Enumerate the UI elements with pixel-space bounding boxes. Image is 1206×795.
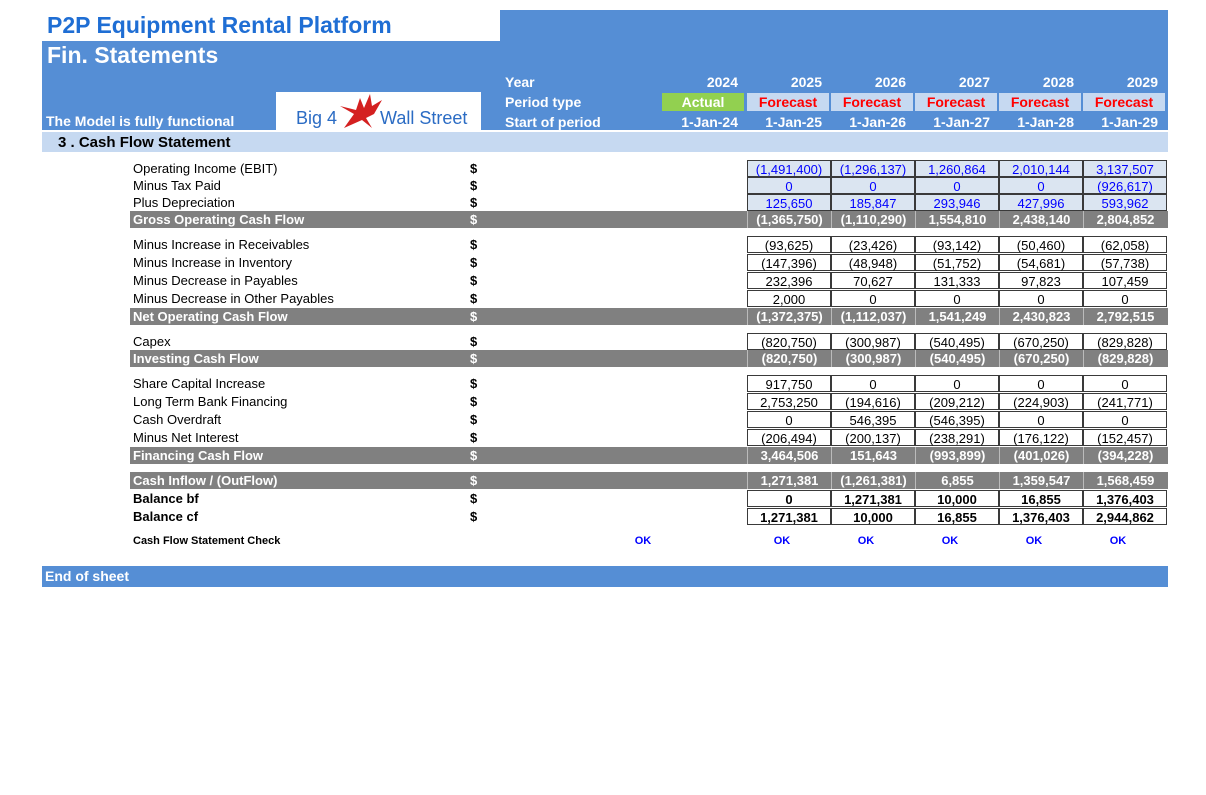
check-ok: OK [773, 535, 791, 547]
value-cell: 1,541,249 [915, 308, 999, 325]
value-cell: (62,058) [1083, 236, 1167, 253]
value-cell: 2,753,250 [747, 393, 831, 410]
page-title: P2P Equipment Rental Platform [47, 12, 392, 38]
section-title: 3 . Cash Flow Statement [58, 134, 231, 151]
value-cell: 2,438,140 [999, 211, 1083, 228]
row-label: Cash Overdraft [133, 412, 222, 427]
year-cell: 2025 [790, 74, 822, 90]
value-cell: 107,459 [1083, 272, 1167, 289]
value-cell: 0 [999, 290, 1083, 307]
value-cell: 1,554,810 [915, 211, 999, 228]
row-label: Financing Cash Flow [133, 448, 264, 463]
value-cell: 3,464,506 [747, 447, 831, 464]
row-label: Cash Inflow / (OutFlow) [133, 473, 278, 488]
row-label: Minus Decrease in Other Payables [133, 291, 334, 306]
value-cell: (926,617) [1083, 177, 1167, 194]
value-cell: 0 [999, 375, 1083, 392]
currency-symbol: $ [470, 491, 478, 506]
value-cell: (1,365,750) [747, 211, 831, 228]
check-label: Cash Flow Statement Check [133, 535, 281, 547]
value-cell: (51,752) [915, 254, 999, 271]
value-cell: (1,296,137) [831, 160, 915, 177]
value-cell: 16,855 [915, 508, 999, 525]
row-label: Investing Cash Flow [133, 351, 259, 366]
value-cell: (1,110,290) [831, 211, 915, 228]
value-cell: 1,260,864 [915, 160, 999, 177]
period-type-forecast: Forecast [915, 93, 997, 111]
value-cell: (546,395) [915, 411, 999, 428]
value-cell: 293,946 [915, 194, 999, 211]
value-cell: (200,137) [831, 429, 915, 446]
currency-symbol: $ [470, 255, 478, 270]
value-cell: 0 [831, 290, 915, 307]
check-ok: OK [941, 535, 959, 547]
logo [276, 92, 481, 130]
value-cell: (670,250) [999, 333, 1083, 350]
currency-symbol: $ [470, 412, 478, 427]
value-cell: (820,750) [747, 350, 831, 367]
functional-note: The Model is fully functional [46, 113, 235, 129]
currency-symbol: $ [470, 291, 478, 306]
currency-symbol: $ [470, 195, 478, 210]
value-cell: 1,271,381 [747, 472, 831, 489]
value-cell: (829,828) [1083, 350, 1167, 367]
value-cell: (206,494) [747, 429, 831, 446]
check-ok: OK [1025, 535, 1043, 547]
currency-symbol: $ [470, 273, 478, 288]
value-cell: 125,650 [747, 194, 831, 211]
period-type-actual: Actual [662, 93, 744, 111]
currency-symbol: $ [470, 473, 478, 488]
value-cell: 0 [747, 177, 831, 194]
currency-symbol: $ [470, 178, 478, 193]
value-cell: 917,750 [747, 375, 831, 392]
value-cell: 1,376,403 [1083, 490, 1167, 507]
logo-text-left: Big 4 [296, 108, 338, 128]
value-cell: 232,396 [747, 272, 831, 289]
value-cell: 0 [747, 411, 831, 428]
row-label: Minus Decrease in Payables [133, 273, 298, 288]
value-cell: (1,261,381) [831, 472, 915, 489]
value-cell: (209,212) [915, 393, 999, 410]
value-cell: 0 [915, 375, 999, 392]
start-date-cell: 1-Jan-29 [1101, 114, 1158, 130]
year-label: Year [505, 74, 535, 90]
value-cell: (57,738) [1083, 254, 1167, 271]
value-cell: 2,804,852 [1083, 211, 1167, 228]
value-cell: 0 [1083, 375, 1167, 392]
currency-symbol: $ [470, 309, 478, 324]
value-cell: 593,962 [1083, 194, 1167, 211]
check-ok: OK [634, 535, 652, 547]
value-cell: 546,395 [831, 411, 915, 428]
row-label: Minus Tax Paid [133, 178, 221, 193]
value-cell: (93,142) [915, 236, 999, 253]
value-cell: 10,000 [831, 508, 915, 525]
value-cell: 0 [1083, 290, 1167, 307]
period-type-label: Period type [505, 94, 582, 110]
value-cell: 0 [915, 290, 999, 307]
check-ok: OK [1109, 535, 1127, 547]
end-bar [42, 566, 1168, 587]
value-cell: (394,228) [1083, 447, 1167, 464]
value-cell: 2,944,862 [1083, 508, 1167, 525]
value-cell: (48,948) [831, 254, 915, 271]
currency-symbol: $ [470, 394, 478, 409]
row-label: Net Operating Cash Flow [133, 309, 288, 324]
value-cell: (224,903) [999, 393, 1083, 410]
row-label: Balance cf [133, 509, 199, 524]
currency-symbol: $ [470, 212, 478, 227]
start-period-label: Start of period [505, 114, 601, 130]
header-bar [500, 10, 1168, 130]
value-cell: 0 [831, 375, 915, 392]
start-date-cell: 1-Jan-28 [1017, 114, 1074, 130]
value-cell: 0 [999, 411, 1083, 428]
year-cell: 2027 [958, 74, 990, 90]
value-cell: 0 [915, 177, 999, 194]
period-type-forecast: Forecast [999, 93, 1081, 111]
value-cell: (540,495) [915, 350, 999, 367]
start-date-cell: 1-Jan-25 [765, 114, 822, 130]
row-label: Balance bf [133, 491, 199, 506]
value-cell: (152,457) [1083, 429, 1167, 446]
value-cell: (238,291) [915, 429, 999, 446]
value-cell: 97,823 [999, 272, 1083, 289]
value-cell: (1,372,375) [747, 308, 831, 325]
row-label: Share Capital Increase [133, 376, 266, 391]
value-cell: (93,625) [747, 236, 831, 253]
value-cell: 131,333 [915, 272, 999, 289]
value-cell: 1,359,547 [999, 472, 1083, 489]
value-cell: (194,616) [831, 393, 915, 410]
value-cell: (176,122) [999, 429, 1083, 446]
start-date-cell: 1-Jan-26 [849, 114, 906, 130]
currency-symbol: $ [470, 334, 478, 349]
value-cell: 1,568,459 [1083, 472, 1167, 489]
value-cell: 16,855 [999, 490, 1083, 507]
period-type-forecast: Forecast [747, 93, 829, 111]
start-date-cell: 1-Jan-27 [933, 114, 990, 130]
value-cell: (300,987) [831, 350, 915, 367]
value-cell: 2,430,823 [999, 308, 1083, 325]
currency-symbol: $ [470, 509, 478, 524]
logo-text-right: Wall Street [380, 108, 468, 128]
value-cell: 70,627 [831, 272, 915, 289]
eagle-icon [336, 92, 386, 130]
period-type-forecast: Forecast [1083, 93, 1165, 111]
row-label: Plus Depreciation [133, 195, 235, 210]
currency-symbol: $ [470, 237, 478, 252]
value-cell: (1,112,037) [831, 308, 915, 325]
currency-symbol: $ [470, 351, 478, 366]
year-cell: 2024 [706, 74, 738, 90]
currency-symbol: $ [470, 430, 478, 445]
value-cell: (1,491,400) [747, 160, 831, 177]
value-cell: 1,376,403 [999, 508, 1083, 525]
value-cell: (241,771) [1083, 393, 1167, 410]
row-label: Operating Income (EBIT) [133, 161, 278, 176]
value-cell: (401,026) [999, 447, 1083, 464]
value-cell: 10,000 [915, 490, 999, 507]
page-subtitle: Fin. Statements [47, 42, 219, 68]
row-label: Minus Net Interest [133, 430, 239, 445]
value-cell: 6,855 [915, 472, 999, 489]
value-cell: 2,000 [747, 290, 831, 307]
value-cell: 0 [747, 490, 831, 507]
value-cell: (147,396) [747, 254, 831, 271]
value-cell: 0 [1083, 411, 1167, 428]
value-cell: (820,750) [747, 333, 831, 350]
start-date-cell: 1-Jan-24 [681, 114, 738, 130]
row-label: Capex [133, 334, 171, 349]
value-cell: (23,426) [831, 236, 915, 253]
value-cell: 151,643 [831, 447, 915, 464]
value-cell: (993,899) [915, 447, 999, 464]
value-cell: 1,271,381 [831, 490, 915, 507]
value-cell: 0 [999, 177, 1083, 194]
row-label: Gross Operating Cash Flow [133, 212, 305, 227]
end-of-sheet: End of sheet [45, 568, 130, 584]
value-cell: 427,996 [999, 194, 1083, 211]
value-cell: (540,495) [915, 333, 999, 350]
currency-symbol: $ [470, 448, 478, 463]
value-cell: (829,828) [1083, 333, 1167, 350]
value-cell: (300,987) [831, 333, 915, 350]
period-type-forecast: Forecast [831, 93, 913, 111]
check-ok: OK [857, 535, 875, 547]
value-cell: 2,010,144 [999, 160, 1083, 177]
row-label: Minus Increase in Inventory [133, 255, 292, 270]
year-cell: 2029 [1126, 74, 1158, 90]
year-cell: 2026 [874, 74, 906, 90]
value-cell: 0 [831, 177, 915, 194]
currency-symbol: $ [470, 376, 478, 391]
value-cell: (670,250) [999, 350, 1083, 367]
row-label: Minus Increase in Receivables [133, 237, 310, 252]
value-cell: (54,681) [999, 254, 1083, 271]
row-label: Long Term Bank Financing [133, 394, 288, 409]
year-cell: 2028 [1042, 74, 1074, 90]
value-cell: 185,847 [831, 194, 915, 211]
value-cell: 2,792,515 [1083, 308, 1167, 325]
value-cell: (50,460) [999, 236, 1083, 253]
value-cell: 3,137,507 [1083, 160, 1167, 177]
value-cell: 1,271,381 [747, 508, 831, 525]
currency-symbol: $ [470, 161, 478, 176]
